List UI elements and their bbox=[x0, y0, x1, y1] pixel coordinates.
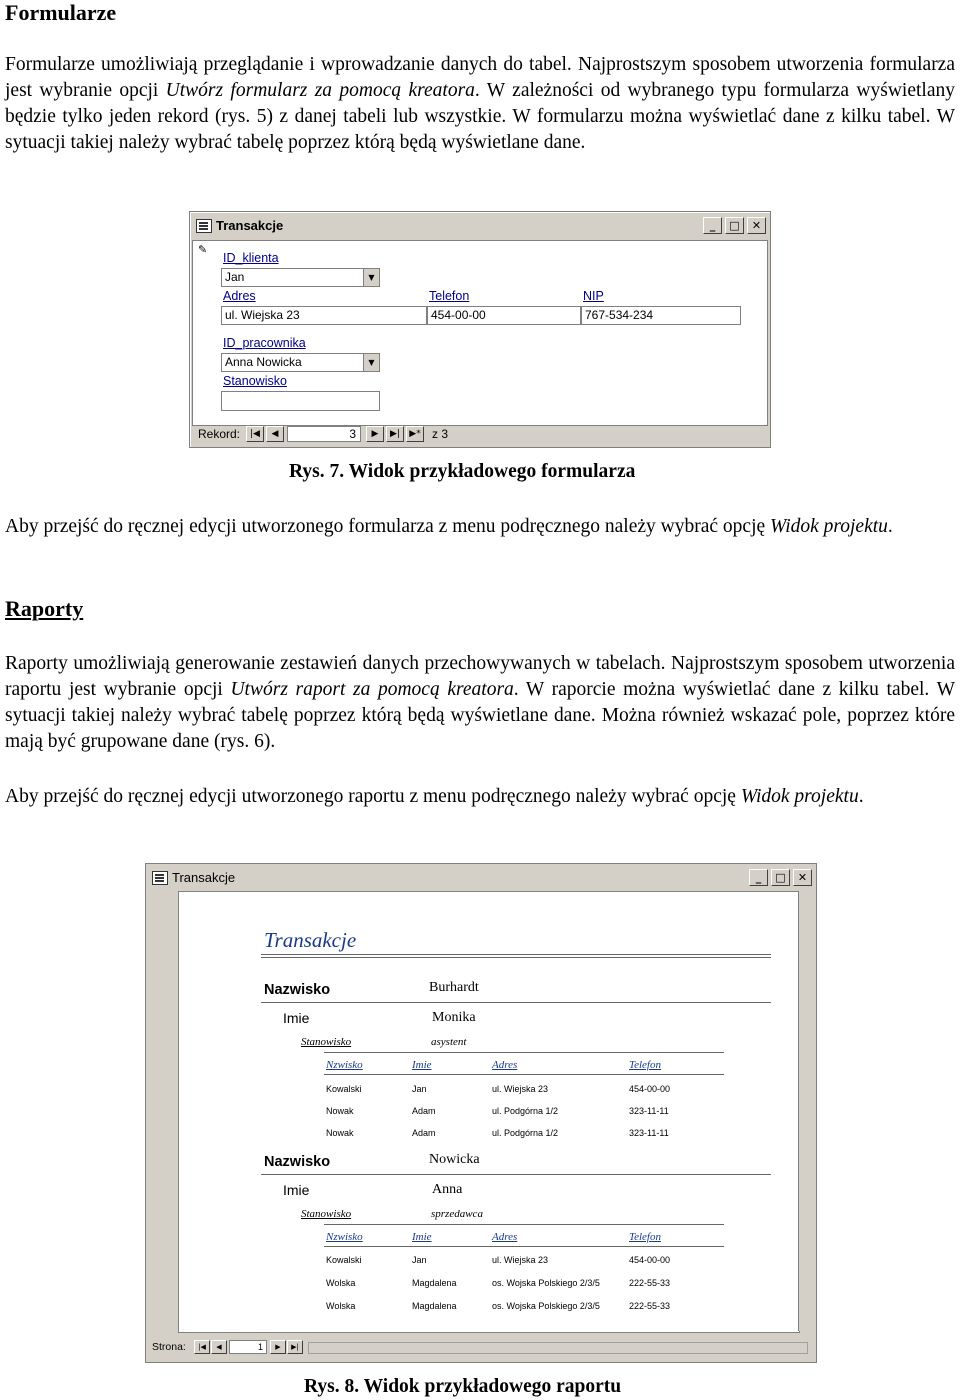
adres-field[interactable] bbox=[221, 306, 427, 325]
adres-label: Adres bbox=[223, 289, 256, 303]
paragraph-emphasis: Utwórz raport za pomocą kreatora bbox=[230, 679, 514, 700]
page-navigator bbox=[150, 1340, 810, 1358]
record-total: z 3 bbox=[432, 427, 449, 441]
table-cell: ul. Wiejska 23 bbox=[492, 1255, 549, 1265]
minimize-icon[interactable]: _ bbox=[749, 869, 768, 886]
table-cell: Kowalski bbox=[326, 1084, 362, 1094]
paragraph-formularze bbox=[5, 52, 955, 156]
paragraph-text: Formularze umożliwiają przeglądanie i wprowadzanie danych do tabel. Najprostszym sposobem utworzenia formularza jest wybranie opcji bbox=[5, 54, 955, 101]
report-window bbox=[145, 863, 817, 1363]
paragraph-text: Aby przejść do ręcznej edycji utworzonego raportu z menu podręcznego należy wybrać opcję bbox=[5, 786, 741, 807]
page-number-value: 1 bbox=[257, 1342, 263, 1352]
report-window-title: Transakcje bbox=[172, 870, 236, 885]
last-record-icon[interactable]: ▶| bbox=[386, 426, 404, 442]
divider bbox=[324, 1074, 724, 1075]
record-number-input[interactable] bbox=[287, 426, 361, 442]
id-klienta-label: ID_klienta bbox=[223, 251, 279, 265]
column-header: Adres bbox=[492, 1231, 518, 1243]
record-number-value: 3 bbox=[349, 427, 356, 441]
form-icon bbox=[196, 219, 212, 233]
pencil-icon: ✎ bbox=[198, 243, 208, 256]
table-cell: Nowak bbox=[326, 1128, 354, 1138]
divider bbox=[324, 1246, 724, 1247]
form-window bbox=[189, 211, 771, 448]
next-record-icon[interactable]: ▶ bbox=[366, 426, 384, 442]
table-cell: os. Wojska Polskiego 2/3/5 bbox=[492, 1301, 600, 1311]
telefon-value: 454-00-00 bbox=[431, 308, 486, 322]
column-header: Imie bbox=[412, 1059, 432, 1071]
paragraph-text: . bbox=[887, 516, 893, 537]
group-stanowisko-value: sprzedawca bbox=[431, 1208, 483, 1220]
divider bbox=[324, 1052, 724, 1053]
paragraph-emphasis: Utwórz formularz za pomocą kreatora bbox=[165, 80, 475, 101]
adres-value: ul. Wiejska 23 bbox=[225, 308, 300, 322]
table-cell: 222-55-33 bbox=[629, 1301, 671, 1311]
horizontal-scrollbar[interactable] bbox=[308, 1342, 808, 1354]
table-cell: Kowalski bbox=[326, 1255, 362, 1265]
paragraph-emphasis: Widok projektu bbox=[740, 786, 859, 807]
id-klienta-combobox[interactable] bbox=[221, 268, 380, 287]
table-cell: Jan bbox=[412, 1084, 427, 1094]
table-cell: Magdalena bbox=[412, 1278, 457, 1288]
paragraph-text: Raporty umożliwiają generowanie zestawień danych przechowywanych w tabelach. Najprostszym sposobem utworzenia raportu jest wybranie opcji bbox=[5, 653, 955, 700]
group-nazwisko-value: Burhardt bbox=[429, 980, 479, 995]
first-record-icon[interactable]: |◀ bbox=[246, 426, 264, 442]
group-nazwisko-label: Nazwisko bbox=[264, 982, 331, 998]
column-header: Adres bbox=[492, 1059, 518, 1071]
table-cell: Wolska bbox=[326, 1278, 356, 1288]
report-icon bbox=[152, 871, 168, 885]
stanowisko-field[interactable] bbox=[221, 391, 380, 411]
paragraph-text: Aby przejść do ręcznej edycji utworzonego formularza z menu podręcznego należy wybrać opcję bbox=[5, 516, 771, 537]
paragraph-raporty bbox=[5, 651, 955, 755]
previous-page-icon[interactable]: ◀ bbox=[211, 1340, 227, 1354]
section-title-raporty: Raporty bbox=[5, 596, 84, 621]
divider bbox=[324, 1224, 724, 1225]
minimize-icon[interactable]: _ bbox=[703, 217, 722, 234]
previous-record-icon[interactable]: ◀ bbox=[266, 426, 284, 442]
group-imie-label: Imie bbox=[283, 1182, 310, 1198]
id-klienta-value: Jan bbox=[225, 270, 245, 284]
maximize-icon[interactable]: □ bbox=[725, 217, 744, 234]
paragraph-text: . W zależności od wybranego typu formularza wyświetlany będzie tylko jeden rekord (rys. 5) z danej tabeli lub wszystkie. W formularzu można wyświetlać dane z kilku tabel. W sytuacji takiej należy wybrać tabelę poprzez którą będą wyświetlane dane. bbox=[5, 80, 955, 153]
group-nazwisko-value: Nowicka bbox=[429, 1152, 480, 1167]
paragraph-text: . W raporcie można wyświetlać dane z kilku tabel. W sytuacji takiej należy wybrać tabelę poprzez którą będą wyświetlane dane. Można również wskazać pole, poprzez które mają być grupowane dane (rys. 6). bbox=[5, 679, 955, 752]
column-header: Telefon bbox=[629, 1231, 661, 1243]
table-cell: Adam bbox=[412, 1106, 436, 1116]
paragraph-widok-projektu-form bbox=[5, 514, 955, 540]
telefon-label: Telefon bbox=[429, 289, 470, 303]
group-imie-value: Anna bbox=[432, 1182, 463, 1197]
nip-value: 767-534-234 bbox=[585, 308, 654, 322]
table-cell: os. Wojska Polskiego 2/3/5 bbox=[492, 1278, 600, 1288]
id-pracownika-value: Anna Nowicka bbox=[225, 355, 302, 369]
table-cell: ul. Podgórna 1/2 bbox=[492, 1128, 559, 1138]
divider bbox=[261, 957, 771, 958]
report-page bbox=[178, 891, 800, 1333]
section-title-formularze: Formularze bbox=[5, 0, 117, 25]
chevron-down-icon[interactable]: ▼ bbox=[363, 354, 379, 371]
table-cell: ul. Wiejska 23 bbox=[492, 1084, 549, 1094]
last-page-icon[interactable]: ▶| bbox=[287, 1340, 303, 1354]
id-pracownika-label: ID_pracownika bbox=[223, 336, 306, 350]
table-cell: 454-00-00 bbox=[629, 1084, 671, 1094]
column-header: Nzwisko bbox=[326, 1231, 363, 1243]
nip-label: NIP bbox=[583, 289, 604, 303]
vertical-scrollbar[interactable] bbox=[798, 891, 815, 1331]
paragraph-emphasis: Widok projektu bbox=[770, 516, 888, 537]
form-window-title: Transakcje bbox=[216, 218, 284, 233]
nip-field[interactable] bbox=[581, 306, 741, 325]
id-pracownika-combobox[interactable] bbox=[221, 353, 380, 372]
next-page-icon[interactable]: ▶ bbox=[270, 1340, 286, 1354]
page-number-input[interactable] bbox=[229, 1340, 267, 1354]
divider bbox=[261, 1174, 771, 1175]
telefon-field[interactable] bbox=[427, 306, 581, 325]
group-stanowisko-value: asystent bbox=[431, 1036, 467, 1048]
form-window-titlebar[interactable] bbox=[192, 214, 768, 238]
stanowisko-label: Stanowisko bbox=[223, 374, 287, 388]
paragraph-widok-projektu-report bbox=[5, 784, 955, 810]
close-icon[interactable]: ✕ bbox=[747, 217, 766, 234]
paragraph-text: . bbox=[858, 786, 864, 807]
chevron-down-icon[interactable]: ▼ bbox=[363, 269, 379, 286]
table-cell: 323-11-11 bbox=[629, 1128, 669, 1138]
table-cell: 323-11-11 bbox=[629, 1106, 669, 1116]
maximize-icon[interactable]: □ bbox=[771, 869, 790, 886]
column-header: Nzwisko bbox=[326, 1059, 363, 1071]
record-nav-label: Rekord: bbox=[198, 427, 241, 441]
group-stanowisko-label: Stanowisko bbox=[301, 1036, 352, 1048]
column-header: Imie bbox=[412, 1231, 432, 1243]
page-nav-label: Strona: bbox=[152, 1341, 186, 1353]
table-cell: Jan bbox=[412, 1255, 427, 1265]
report-title: Transakcje bbox=[264, 928, 357, 952]
table-cell: Magdalena bbox=[412, 1301, 457, 1311]
form-body bbox=[192, 240, 768, 426]
column-header: Telefon bbox=[629, 1059, 661, 1071]
divider bbox=[261, 1002, 771, 1003]
record-navigator bbox=[194, 426, 764, 444]
group-nazwisko-label: Nazwisko bbox=[264, 1154, 331, 1170]
table-cell: Adam bbox=[412, 1128, 436, 1138]
group-imie-value: Monika bbox=[432, 1010, 476, 1025]
first-page-icon[interactable]: |◀ bbox=[194, 1340, 210, 1354]
divider bbox=[261, 954, 771, 955]
report-window-titlebar[interactable] bbox=[148, 866, 814, 890]
figure-caption-7: Rys. 7. Widok przykładowego formularza bbox=[289, 461, 636, 482]
close-icon[interactable]: ✕ bbox=[793, 869, 812, 886]
table-cell: Wolska bbox=[326, 1301, 356, 1311]
table-cell: Nowak bbox=[326, 1106, 354, 1116]
table-cell: 454-00-00 bbox=[629, 1255, 671, 1265]
new-record-icon[interactable]: ▶* bbox=[406, 426, 424, 442]
figure-caption-8: Rys. 8. Widok przykładowego raportu bbox=[304, 1376, 622, 1397]
group-stanowisko-label: Stanowisko bbox=[301, 1208, 352, 1220]
table-cell: ul. Podgórna 1/2 bbox=[492, 1106, 559, 1116]
group-imie-label: Imie bbox=[283, 1010, 310, 1026]
table-cell: 222-55-33 bbox=[629, 1278, 671, 1288]
